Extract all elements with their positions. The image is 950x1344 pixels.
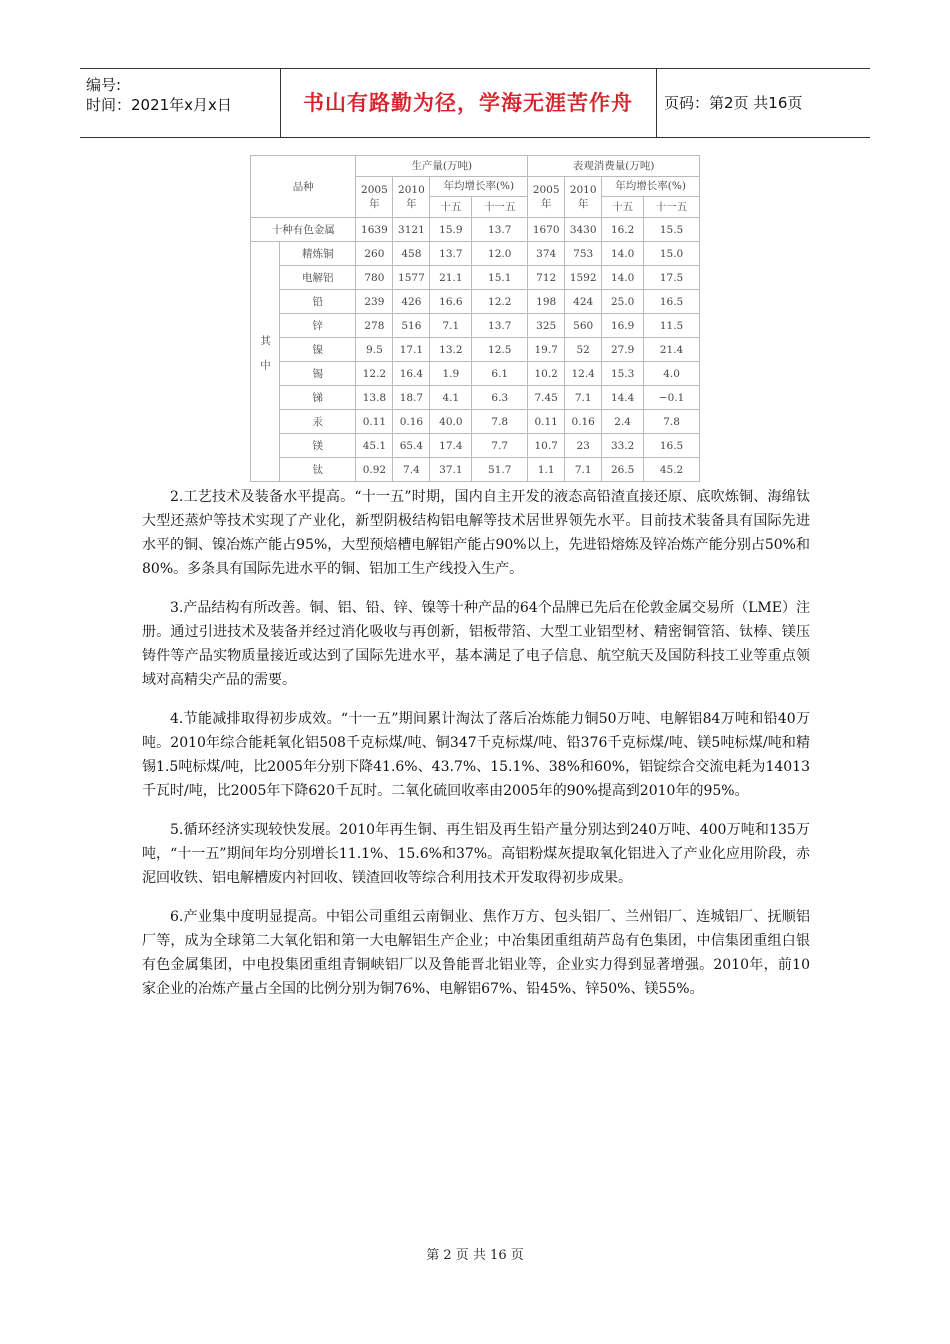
table-cell: 65.4 (393, 434, 430, 458)
table-cell: 7.4 (393, 458, 430, 482)
metals-table-wrapper (250, 155, 700, 482)
qizhong-label (251, 242, 280, 482)
table-cell: 25.0 (602, 290, 644, 314)
col-header-pinzhong: 品种 (251, 156, 356, 218)
table-cell: 4.1 (430, 386, 472, 410)
table-cell: 3430 (565, 218, 602, 242)
table-cell: 1639 (356, 218, 393, 242)
table-cell: 45.2 (644, 458, 700, 482)
table-cell: 6.1 (472, 362, 528, 386)
table-cell: 电解铝 (280, 266, 356, 290)
metals-table (250, 155, 700, 482)
table-cell: 9.5 (356, 338, 393, 362)
table-cell: 40.0 (430, 410, 472, 434)
header-motto-cell (280, 69, 657, 137)
table-cell: 33.2 (602, 434, 644, 458)
table-cell: 12.2 (472, 290, 528, 314)
table-cell: 10.7 (528, 434, 565, 458)
table-cell: 铅 (280, 290, 356, 314)
table-cell: 780 (356, 266, 393, 290)
page-header (80, 68, 870, 138)
paragraph-2: 2.工艺技术及装备水平提高。“十一五”时期，国内自主开发的液态高铅渣直接还原、底吹炼铜、海绵钛大型还蒸炉等技术实现了产业化，新型阴极结构铝电解等技术居世界领先水平。目前技术装备具有国际先进水平的铜、镍冶炼产能占95%，大型预焙槽电解铝产能占90%以上，先进铅熔炼及锌冶炼产能分别占50%和80%。多条具有国际先进水平的铜、铝加工生产线投入生产。 (142, 489, 810, 577)
paragraph-5: 5.循环经济实现较快发展。2010年再生铜、再生铝及再生铅产量分别达到240万吨、400万吨和135万吨，“十一五”期间年均分别增长11.1%、15.6%和37%。高铝粉煤灰提取氧化铝进入了产业化应用阶段，赤泥回收铁、铝电解槽废内衬回收、镁渣回收等综合利用技术开发取得初步成果。 (142, 822, 810, 886)
table-cell: 1670 (528, 218, 565, 242)
table-row (251, 410, 700, 434)
table-cell: 27.9 (602, 338, 644, 362)
table-cell: 0.16 (565, 410, 602, 434)
col-header-115: 十一五 (472, 197, 528, 218)
col-header-2005: 2005年 (528, 176, 565, 217)
table-row (251, 434, 700, 458)
col-header-115: 十一五 (644, 197, 700, 218)
table-cell: 21.1 (430, 266, 472, 290)
table-cell: 14.0 (602, 266, 644, 290)
table-cell: 17.5 (644, 266, 700, 290)
col-header-15: 十五 (430, 197, 472, 218)
table-cell: 16.9 (602, 314, 644, 338)
table-cell: 0.92 (356, 458, 393, 482)
table-cell: 7.7 (472, 434, 528, 458)
header-meta (80, 69, 281, 137)
table-cell: 10.2 (528, 362, 565, 386)
table-cell: 锡 (280, 362, 356, 386)
table-cell: 278 (356, 314, 393, 338)
table-cell: 16.5 (644, 434, 700, 458)
table-cell: 16.5 (644, 290, 700, 314)
table-cell: 17.1 (393, 338, 430, 362)
table-cell: 12.0 (472, 242, 528, 266)
table-cell: 17.4 (430, 434, 472, 458)
table-cell: 424 (565, 290, 602, 314)
table-cell: 6.3 (472, 386, 528, 410)
table-cell: 0.11 (356, 410, 393, 434)
table-cell: 7.8 (472, 410, 528, 434)
table-cell: 14.4 (602, 386, 644, 410)
table-cell: 14.0 (602, 242, 644, 266)
col-header-15: 十五 (602, 197, 644, 218)
table-cell: 325 (528, 314, 565, 338)
motto: 书山有路勤为径，学海无涯苦作舟 (303, 90, 633, 115)
table-cell: 镁 (280, 434, 356, 458)
col-header-2010: 2010年 (565, 176, 602, 217)
col-header-2010: 2010年 (393, 176, 430, 217)
table-cell: 37.1 (430, 458, 472, 482)
table-cell: 23 (565, 434, 602, 458)
table-cell: 15.1 (472, 266, 528, 290)
table-cell: 十种有色金属 (251, 218, 356, 242)
table-cell: 7.45 (528, 386, 565, 410)
table-cell: 15.9 (430, 218, 472, 242)
table-cell: 21.4 (644, 338, 700, 362)
col-header-growth: 年均增长率(%) (602, 176, 700, 197)
table-cell: 1.1 (528, 458, 565, 482)
table-row (251, 386, 700, 410)
paragraph-3: 3.产品结构有所改善。铜、铝、铅、锌、镍等十种产品的64个品牌已先后在伦敦金属交易所（LME）注册。通过引进技术及装备并经过消化吸收与再创新，铝板带箔、大型工业铝型材、精密铜管箔、钛棒、镁压铸件等产品实物质量接近或达到了国际先进水平，基本满足了电子信息、航空航天及国防科技工业等重点领域对高精尖产品的需要。 (142, 600, 810, 688)
table-cell: 15.3 (602, 362, 644, 386)
table-cell: 7.1 (565, 386, 602, 410)
table-cell: 0.16 (393, 410, 430, 434)
qizhong-text: 其中 (259, 335, 271, 384)
table-cell: 51.7 (472, 458, 528, 482)
table-cell: 712 (528, 266, 565, 290)
table-cell: 16.4 (393, 362, 430, 386)
paragraph-6: 6.产业集中度明显提高。中铝公司重组云南铜业、焦作万方、包头铝厂、兰州铝厂、连城铝厂、抚顺铝厂等，成为全球第二大氧化铝和第一大电解铝生产企业；中冶集团重组葫芦岛有色集团，中信集团重组白银有色金属集团，中电投集团重组青铜峡铝厂以及鲁能晋北铝业等，企业实力得到显著增强。2010年，前10家企业的冶炼产量占全国的比例分别为铜76%、电解铝67%、铅45%、锌50%、镁55%。 (142, 909, 810, 997)
table-row (251, 338, 700, 362)
table-cell: 15.0 (644, 242, 700, 266)
table-cell: 1.9 (430, 362, 472, 386)
time-label: 时间：2021年x月x日 (86, 96, 232, 114)
table-cell: 7.1 (430, 314, 472, 338)
table-cell: 753 (565, 242, 602, 266)
code-label: 编号: (86, 76, 122, 94)
table-cell: 13.7 (472, 314, 528, 338)
table-cell: 3121 (393, 218, 430, 242)
table-cell: 1592 (565, 266, 602, 290)
table-cell: 52 (565, 338, 602, 362)
table-row-total (251, 218, 700, 242)
table-cell: 45.1 (356, 434, 393, 458)
table-cell: 4.0 (644, 362, 700, 386)
table-cell: 19.7 (528, 338, 565, 362)
table-cell: 12.2 (356, 362, 393, 386)
table-cell: 12.4 (565, 362, 602, 386)
table-cell: 16.2 (602, 218, 644, 242)
table-cell: 2.4 (602, 410, 644, 434)
col-header-2005: 2005年 (356, 176, 393, 217)
table-cell: 13.7 (430, 242, 472, 266)
table-cell: 16.6 (430, 290, 472, 314)
table-cell: 11.5 (644, 314, 700, 338)
table-cell: 26.5 (602, 458, 644, 482)
table-cell: 15.5 (644, 218, 700, 242)
table-cell: −0.1 (644, 386, 700, 410)
table-row (251, 242, 700, 266)
table-cell: 239 (356, 290, 393, 314)
table-row (251, 314, 700, 338)
page-info: 页码：第2页 共16页 (664, 94, 803, 112)
table-cell: 260 (356, 242, 393, 266)
table-cell: 精炼铜 (280, 242, 356, 266)
table-cell: 13.7 (472, 218, 528, 242)
table-cell: 198 (528, 290, 565, 314)
table-cell: 汞 (280, 410, 356, 434)
table-cell: 锌 (280, 314, 356, 338)
table-cell: 0.11 (528, 410, 565, 434)
table-cell: 钛 (280, 458, 356, 482)
col-header-growth: 年均增长率(%) (430, 176, 528, 197)
table-row (251, 266, 700, 290)
table-cell: 18.7 (393, 386, 430, 410)
table-cell: 458 (393, 242, 430, 266)
table-cell: 7.8 (644, 410, 700, 434)
table-cell: 镍 (280, 338, 356, 362)
table-cell: 锑 (280, 386, 356, 410)
table-cell: 426 (393, 290, 430, 314)
body-text (142, 485, 810, 1016)
table-cell: 13.2 (430, 338, 472, 362)
col-header-consumption: 表观消费量(万吨) (528, 156, 700, 177)
table-cell: 1577 (393, 266, 430, 290)
table-row (251, 458, 700, 482)
table-row (251, 362, 700, 386)
paragraph-4: 4.节能减排取得初步成效。“十一五”期间累计淘汰了落后冶炼能力铜50万吨、电解铝84万吨和铅40万吨。2010年综合能耗氧化铝508千克标煤/吨、铜347千克标煤/吨、铅376千克标煤/吨、镁5吨标煤/吨和精锡1.5吨标煤/吨，比2005年分别下降41.6%、43.7%、15.1%、38%和60%，铝锭综合交流电耗为14013千瓦时/吨，比2005年下降620千瓦时。二氧化硫回收率由2005年的90%提高到2010年的95%。 (142, 711, 810, 799)
page-footer: 第 2 页 共 16 页 (426, 1248, 524, 1263)
table-row (251, 290, 700, 314)
table-cell: 7.1 (565, 458, 602, 482)
col-header-production: 生产量(万吨) (356, 156, 528, 177)
table-cell: 374 (528, 242, 565, 266)
table-cell: 12.5 (472, 338, 528, 362)
table-cell: 13.8 (356, 386, 393, 410)
table-cell: 516 (393, 314, 430, 338)
table-cell: 560 (565, 314, 602, 338)
